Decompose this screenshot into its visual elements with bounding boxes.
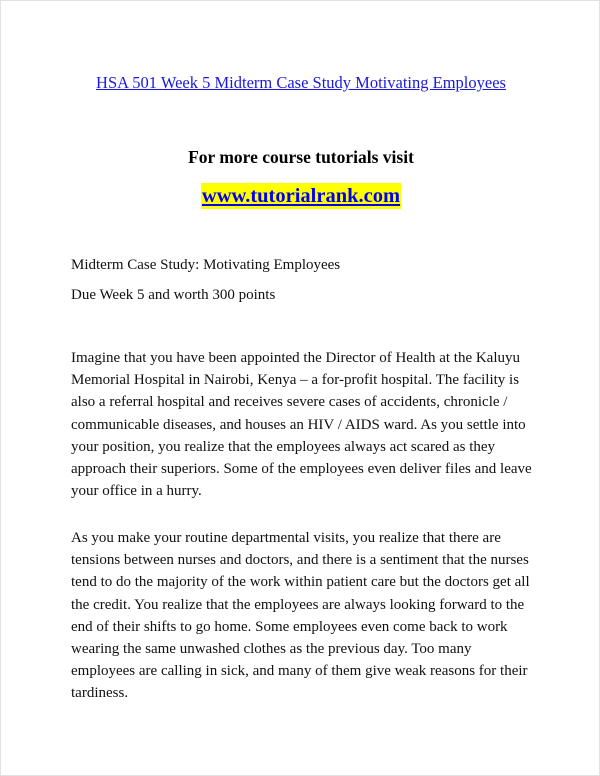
due-date-line: Due Week 5 and worth 300 points bbox=[71, 287, 276, 303]
body-paragraph-2: As you make your routine departmental visits, you realize that there are tensions between nurses and doctors, and there is a sentiment that the nurses tend to do the majority of the work within patient care but the doctors get all the credit. You realize that the employees are always looking forward to the end of their shifts to go home. Some employees even come back to work wearing the same unwashed clothes as the previous day. Too many employees are calling in sick, and many of them give weak reasons for their tardiness. bbox=[71, 530, 530, 702]
promo-text: For more course tutorials visit bbox=[188, 147, 414, 167]
website-link[interactable]: www.tutorialrank.com bbox=[201, 185, 401, 207]
site-link-wrapper bbox=[1, 183, 600, 209]
body-paragraph-1: Imagine that you have been appointed the Director of Health at the Kaluyu Memorial Hospital in Nairobi, Kenya – a for-profit hospital. The facility is also a referral hospital and receives severe cases of accidents, chronicle / communicable diseases, and houses an HIV / AIDS ward. As you settle into your position, you realize that the employees always act scared as they approach their superiors. Some of the employees even deliver files and leave your office in a hurry. bbox=[71, 350, 532, 500]
assignment-title: Midterm Case Study: Motivating Employees bbox=[71, 257, 341, 273]
document-title-link[interactable]: HSA 501 Week 5 Midterm Case Study Motivating Employees bbox=[96, 73, 506, 92]
